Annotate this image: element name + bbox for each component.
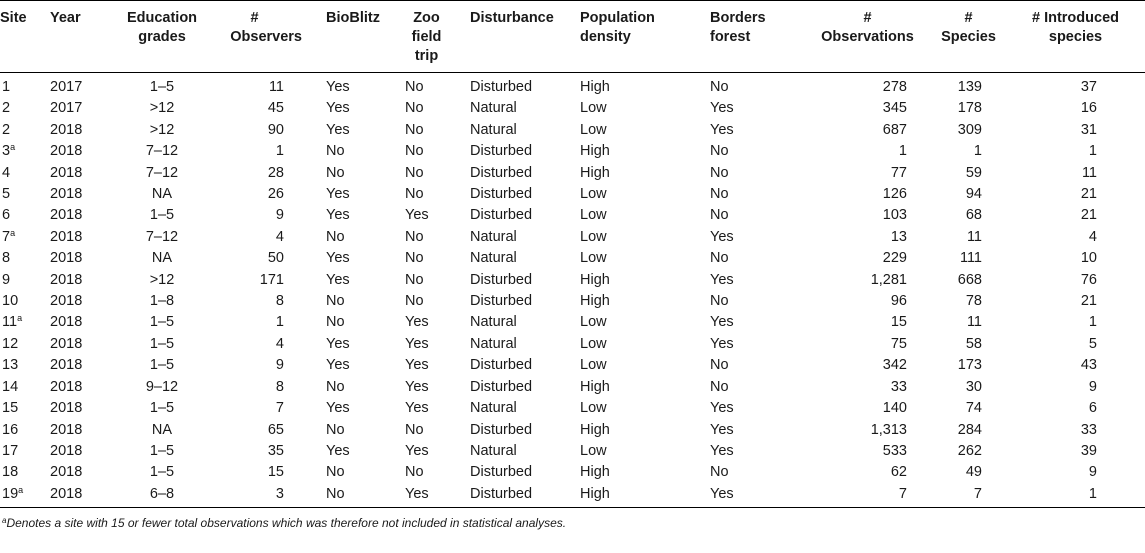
cell-zoo-field-trip: No [405,164,424,181]
cell-disturbance: Disturbed [470,421,533,438]
cell-borders-forest: No [710,378,729,395]
cell-zoo-field-trip: No [405,228,424,245]
cell-species: 173 [957,357,982,374]
cell-population-density: Low [580,121,607,138]
cell-borders-forest: Yes [710,271,734,288]
cell-observations: 1,313 [870,421,907,438]
cell-borders-forest: Yes [710,121,734,138]
table-row [0,462,1145,483]
table-row [0,420,1145,441]
cell-observers: 90 [267,121,284,138]
cell-bioblitz: Yes [326,186,350,203]
cell-species: 74 [965,400,982,417]
cell-site: 3$^a$ [2,142,16,160]
cell-introduced-species: 9 [1088,464,1097,481]
cell-grades: 1–8 [149,293,175,310]
cell-population-density: Low [580,400,607,417]
cell-observers: 4 [275,335,284,352]
cell-site: 17 [2,442,19,459]
cell-year: 2017 [50,100,83,117]
footnote-marker: a [17,313,23,324]
footnote-marker: a [10,142,16,153]
cell-zoo-field-trip: Yes [405,485,429,502]
table-footnote [0,516,1145,530]
cell-year: 2018 [50,378,83,395]
cell-site: 1 [2,79,11,95]
cell-bioblitz: Yes [326,442,350,459]
cell-borders-forest: Yes [710,228,734,245]
cell-observers: 9 [275,357,284,374]
cell-zoo-field-trip: No [405,121,424,138]
cell-disturbance: Disturbed [470,271,533,288]
cell-population-density: High [580,164,610,181]
table-row [0,227,1145,248]
cell-year: 2018 [50,271,83,288]
cell-borders-forest: Yes [710,314,734,331]
cell-site: 13 [2,357,19,374]
cell-species: 1 [973,143,982,160]
table-row [0,377,1145,398]
cell-observations: 229 [882,250,907,267]
header-population-density: Population density [580,10,655,45]
table-row [0,312,1145,333]
cell-introduced-species: 1 [1088,143,1097,160]
cell-observations: 126 [882,186,907,203]
cell-observers: 9 [275,207,284,224]
cell-species: 11 [966,314,982,331]
cell-grades: 1–5 [149,207,175,224]
cell-disturbance: Natural [470,400,517,417]
cell-population-density: High [580,378,610,395]
cell-grades: 7–12 [145,143,179,160]
cell-year: 2018 [50,164,83,181]
cell-population-density: High [580,293,610,310]
header-borders-forest: Borders forest [710,10,766,45]
cell-population-density: High [580,271,610,288]
cell-species: 58 [965,335,982,352]
header-species: # Species [941,10,996,45]
cell-disturbance: Disturbed [470,378,533,395]
cell-observations: 7 [898,485,907,502]
cell-zoo-field-trip: Yes [405,207,429,224]
header-disturbance: Disturbance [470,10,554,26]
cell-grades: 1–5 [149,335,175,352]
cell-year: 2018 [50,400,83,417]
table-row [0,73,1145,99]
table-row [0,163,1145,184]
cell-zoo-field-trip: No [405,79,424,95]
cell-borders-forest: Yes [710,442,734,459]
cell-borders-forest: No [710,143,729,160]
cell-year: 2018 [50,121,83,138]
cell-grades: NA [151,421,173,438]
table-row [0,441,1145,462]
cell-disturbance: Disturbed [470,164,533,181]
footnote-marker: a [10,227,16,238]
cell-site: 4 [2,164,11,181]
cell-borders-forest: Yes [710,100,734,117]
cell-zoo-field-trip: No [405,143,424,160]
cell-site: 6 [2,207,11,224]
cell-bioblitz: Yes [326,121,350,138]
cell-observations: 15 [890,314,907,331]
cell-zoo-field-trip: No [405,100,424,117]
cell-population-density: Low [580,186,607,203]
table-row [0,98,1145,119]
cell-observations: 140 [882,400,907,417]
cell-population-density: High [580,464,610,481]
cell-site: 11$^a$ [2,313,23,331]
header-year: Year [50,10,81,26]
cell-observers: 7 [275,400,284,417]
table-body [0,73,1145,508]
cell-species: 139 [957,79,982,95]
cell-bioblitz: No [326,485,345,502]
cell-disturbance: Disturbed [470,143,533,160]
cell-bioblitz: Yes [326,357,350,374]
cell-site: 10 [2,293,19,310]
cell-species: 284 [957,421,982,438]
cell-site: 8 [2,250,11,267]
table-row [0,334,1145,355]
table-row [0,355,1145,376]
cell-year: 2018 [50,207,83,224]
table-row [0,484,1145,508]
cell-year: 2018 [50,421,83,438]
table-row [0,205,1145,226]
cell-observations: 342 [882,357,907,374]
cell-disturbance: Natural [470,442,517,459]
cell-introduced-species: 5 [1088,335,1097,352]
cell-zoo-field-trip: No [405,421,424,438]
cell-site: 9 [2,271,11,288]
footnote-marker: a [18,484,24,495]
cell-population-density: High [580,143,610,160]
cell-observations: 278 [882,79,907,95]
cell-disturbance: Natural [470,250,517,267]
cell-site: 12 [2,335,19,352]
cell-year: 2018 [50,464,83,481]
footnote-text: Denotes a site with 15 or fewer total observations which was therefore not included in statistical analyses. [6,516,567,531]
cell-zoo-field-trip: No [405,250,424,267]
cell-site: 2 [2,100,11,117]
cell-disturbance: Disturbed [470,464,533,481]
cell-species: 262 [957,442,982,459]
cell-observations: 77 [890,164,907,181]
cell-disturbance: Disturbed [470,79,533,95]
cell-year: 2018 [50,442,83,459]
cell-zoo-field-trip: No [405,186,424,203]
cell-bioblitz: Yes [326,100,350,117]
cell-observations: 687 [882,121,907,138]
cell-year: 2018 [50,485,83,502]
cell-site: 14 [2,378,19,395]
cell-observations: 13 [890,228,907,245]
cell-disturbance: Natural [470,335,517,352]
cell-year: 2018 [50,357,83,374]
cell-grades: 1–5 [149,79,175,95]
cell-species: 49 [965,464,982,481]
cell-year: 2018 [50,186,83,203]
cell-disturbance: Natural [470,100,517,117]
cell-site: 16 [2,421,19,438]
cell-population-density: Low [580,357,607,374]
cell-grades: 1–5 [149,464,175,481]
cell-introduced-species: 21 [1080,293,1097,310]
cell-year: 2018 [50,314,83,331]
cell-borders-forest: No [710,464,729,481]
cell-species: 309 [957,121,982,138]
cell-year: 2018 [50,228,83,245]
cell-site: 2 [2,121,11,138]
cell-observations: 103 [882,207,907,224]
cell-introduced-species: 21 [1080,207,1097,224]
cell-zoo-field-trip: No [405,271,424,288]
cell-grades: 1–5 [149,314,175,331]
cell-zoo-field-trip: Yes [405,335,429,352]
cell-observers: 8 [275,378,284,395]
cell-population-density: High [580,421,610,438]
cell-bioblitz: No [326,378,345,395]
cell-grades: 7–12 [145,164,179,181]
cell-bioblitz: Yes [326,271,350,288]
cell-observers: 3 [275,485,284,502]
header-education-grades: Education grades [126,10,198,45]
cell-borders-forest: No [710,250,729,267]
table-row [0,398,1145,419]
cell-species: 68 [965,207,982,224]
cell-disturbance: Natural [470,121,517,138]
cell-bioblitz: Yes [326,250,350,267]
cell-observations: 62 [890,464,907,481]
cell-observers: 8 [275,293,284,310]
cell-population-density: Low [580,250,607,267]
cell-bioblitz: No [326,314,345,331]
cell-observers: 50 [267,250,284,267]
cell-disturbance: Disturbed [470,485,533,502]
cell-population-density: Low [580,207,607,224]
cell-introduced-species: 6 [1088,400,1097,417]
cell-introduced-species: 31 [1080,121,1097,138]
cell-population-density: Low [580,335,607,352]
cell-observations: 96 [890,293,907,310]
cell-site: 19$^a$ [2,484,24,502]
cell-observations: 75 [890,335,907,352]
cell-year: 2018 [50,143,83,160]
cell-borders-forest: No [710,207,729,224]
cell-population-density: Low [580,100,607,117]
cell-borders-forest: No [710,164,729,181]
cell-year: 2018 [50,293,83,310]
cell-site: 18 [2,464,19,481]
footnote-mark: a [2,516,7,526]
cell-zoo-field-trip: Yes [405,357,429,374]
cell-borders-forest: No [710,357,729,374]
cell-observers: 28 [267,164,284,181]
cell-species: 94 [965,186,982,203]
header-site: Site [0,10,27,26]
cell-grades: NA [151,186,173,203]
cell-grades: 1–5 [149,400,175,417]
cell-introduced-species: 4 [1088,228,1097,245]
cell-disturbance: Natural [470,228,517,245]
cell-bioblitz: No [326,421,345,438]
cell-observers: 65 [267,421,284,438]
cell-grades: 7–12 [145,228,179,245]
cell-species: 78 [965,293,982,310]
header-introduced-species: # Introduced species [1031,10,1119,45]
cell-bioblitz: No [326,164,345,181]
cell-introduced-species: 37 [1080,79,1097,95]
cell-species: 111 [959,250,982,267]
cell-introduced-species: 43 [1080,357,1097,374]
cell-bioblitz: Yes [326,79,350,95]
cell-observers: 1 [275,143,284,160]
header-bioblitz: BioBlitz [326,10,380,26]
cell-grades: NA [151,250,173,267]
cell-bioblitz: Yes [326,335,350,352]
header-observers: # Observers [230,10,302,45]
cell-borders-forest: No [710,186,729,203]
cell-observers: 26 [267,186,284,203]
cell-observations: 33 [890,378,907,395]
cell-zoo-field-trip: No [405,293,424,310]
table-row [0,141,1145,162]
cell-disturbance: Disturbed [470,186,533,203]
table-row [0,270,1145,291]
cell-observers: 1 [275,314,284,331]
cell-zoo-field-trip: Yes [405,314,429,331]
cell-introduced-species: 1 [1088,485,1097,502]
cell-borders-forest: Yes [710,421,734,438]
cell-observers: 11 [268,79,284,95]
cell-population-density: High [580,485,610,502]
cell-population-density: Low [580,228,607,245]
cell-species: 178 [957,100,982,117]
cell-introduced-species: 76 [1080,271,1097,288]
cell-zoo-field-trip: No [405,464,424,481]
cell-zoo-field-trip: Yes [405,400,429,417]
table-header [0,1,1145,73]
table-row [0,184,1145,205]
header-observations: # Observations [821,10,914,45]
cell-grades: >12 [149,271,175,288]
cell-grades: 1–5 [149,357,175,374]
cell-introduced-species: 9 [1088,378,1097,395]
cell-observers: 4 [275,228,284,245]
cell-observations: 1 [898,143,907,160]
cell-borders-forest: Yes [710,335,734,352]
cell-introduced-species: 16 [1080,100,1097,117]
cell-borders-forest: No [710,293,729,310]
cell-site: 7$^a$ [2,227,16,245]
cell-bioblitz: Yes [326,400,350,417]
cell-introduced-species: 11 [1081,164,1097,181]
cell-bioblitz: No [326,464,345,481]
cell-introduced-species: 10 [1080,250,1097,267]
cell-year: 2017 [50,79,83,95]
cell-zoo-field-trip: Yes [405,442,429,459]
cell-introduced-species: 39 [1080,442,1097,459]
cell-observations: 345 [882,100,907,117]
cell-introduced-species: 33 [1080,421,1097,438]
cell-bioblitz: No [326,143,345,160]
cell-observations: 533 [882,442,907,459]
cell-borders-forest: Yes [710,400,734,417]
cell-observations: 1,281 [870,271,907,288]
header-zoo-field-trip: Zoo field trip [411,10,442,64]
table-row [0,291,1145,312]
cell-population-density: Low [580,314,607,331]
cell-population-density: High [580,79,610,95]
cell-grades: 1–5 [149,442,175,459]
cell-year: 2018 [50,335,83,352]
cell-species: 30 [965,378,982,395]
cell-grades: >12 [149,100,175,117]
cell-observers: 171 [259,271,284,288]
table-row [0,248,1145,269]
cell-disturbance: Disturbed [470,293,533,310]
cell-borders-forest: No [710,79,729,95]
cell-site: 5 [2,186,11,203]
cell-introduced-species: 21 [1080,186,1097,203]
cell-site: 15 [2,400,19,417]
cell-bioblitz: No [326,293,345,310]
cell-species: 7 [973,485,982,502]
cell-year: 2018 [50,250,83,267]
cell-disturbance: Natural [470,314,517,331]
cell-introduced-species: 1 [1088,314,1097,331]
cell-zoo-field-trip: Yes [405,378,429,395]
cell-species: 59 [965,164,982,181]
cell-grades: 9–12 [145,378,179,395]
cell-observers: 45 [267,100,284,117]
cell-observers: 15 [267,464,284,481]
cell-grades: 6–8 [149,485,175,502]
cell-disturbance: Disturbed [470,207,533,224]
cell-species: 11 [966,228,982,245]
table-row [0,120,1145,141]
cell-population-density: Low [580,442,607,459]
cell-disturbance: Disturbed [470,357,533,374]
cell-observers: 35 [267,442,284,459]
cell-species: 668 [957,271,982,288]
cell-bioblitz: No [326,228,345,245]
cell-borders-forest: Yes [710,485,734,502]
cell-bioblitz: Yes [326,207,350,224]
cell-grades: >12 [149,121,175,138]
